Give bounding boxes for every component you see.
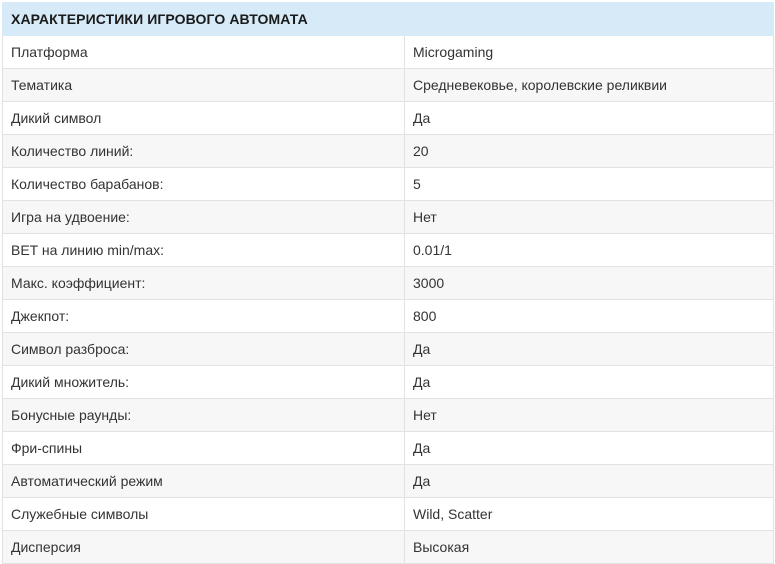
table-row xyxy=(3,465,774,498)
row-value: 5 xyxy=(405,168,774,201)
table-row xyxy=(3,267,774,300)
table-row xyxy=(3,102,774,135)
row-label: Фри-спины xyxy=(3,432,405,465)
table-row xyxy=(3,201,774,234)
row-label: Дикий множитель: xyxy=(3,366,405,399)
row-label: Тематика xyxy=(3,69,405,102)
table-row xyxy=(3,399,774,432)
table-row xyxy=(3,135,774,168)
table-row xyxy=(3,69,774,102)
table-row xyxy=(3,234,774,267)
row-label: Символ разброса: xyxy=(3,333,405,366)
row-value: Да xyxy=(405,432,774,465)
table-row xyxy=(3,333,774,366)
row-value: Да xyxy=(405,465,774,498)
row-value: 20 xyxy=(405,135,774,168)
table-row xyxy=(3,531,774,564)
row-value: Да xyxy=(405,366,774,399)
row-label: Количество барабанов: xyxy=(3,168,405,201)
row-value: Microgaming xyxy=(405,36,774,69)
row-value: 3000 xyxy=(405,267,774,300)
row-label: Количество линий: xyxy=(3,135,405,168)
table-header-row xyxy=(3,3,774,36)
row-label: BET на линию min/max: xyxy=(3,234,405,267)
row-label: Джекпот: xyxy=(3,300,405,333)
row-value: 0.01/1 xyxy=(405,234,774,267)
row-label: Платформа xyxy=(3,36,405,69)
row-value: Да xyxy=(405,102,774,135)
slot-specs-table xyxy=(2,2,774,564)
table-title: ХАРАКТЕРИСТИКИ ИГРОВОГО АВТОМАТА xyxy=(3,3,774,36)
row-label: Дикий символ xyxy=(3,102,405,135)
row-value: Да xyxy=(405,333,774,366)
row-value: Нет xyxy=(405,201,774,234)
row-value: Wild, Scatter xyxy=(405,498,774,531)
table-row xyxy=(3,300,774,333)
table-row xyxy=(3,168,774,201)
table-row xyxy=(3,432,774,465)
row-label: Игра на удвоение: xyxy=(3,201,405,234)
row-value: Средневековье, королевские реликвии xyxy=(405,69,774,102)
row-label: Дисперсия xyxy=(3,531,405,564)
table-row xyxy=(3,36,774,69)
table-row xyxy=(3,366,774,399)
row-label: Макс. коэффициент: xyxy=(3,267,405,300)
row-value: Высокая xyxy=(405,531,774,564)
row-label: Бонусные раунды: xyxy=(3,399,405,432)
table-row xyxy=(3,498,774,531)
row-label: Служебные символы xyxy=(3,498,405,531)
row-value: 800 xyxy=(405,300,774,333)
row-label: Автоматический режим xyxy=(3,465,405,498)
row-value: Нет xyxy=(405,399,774,432)
